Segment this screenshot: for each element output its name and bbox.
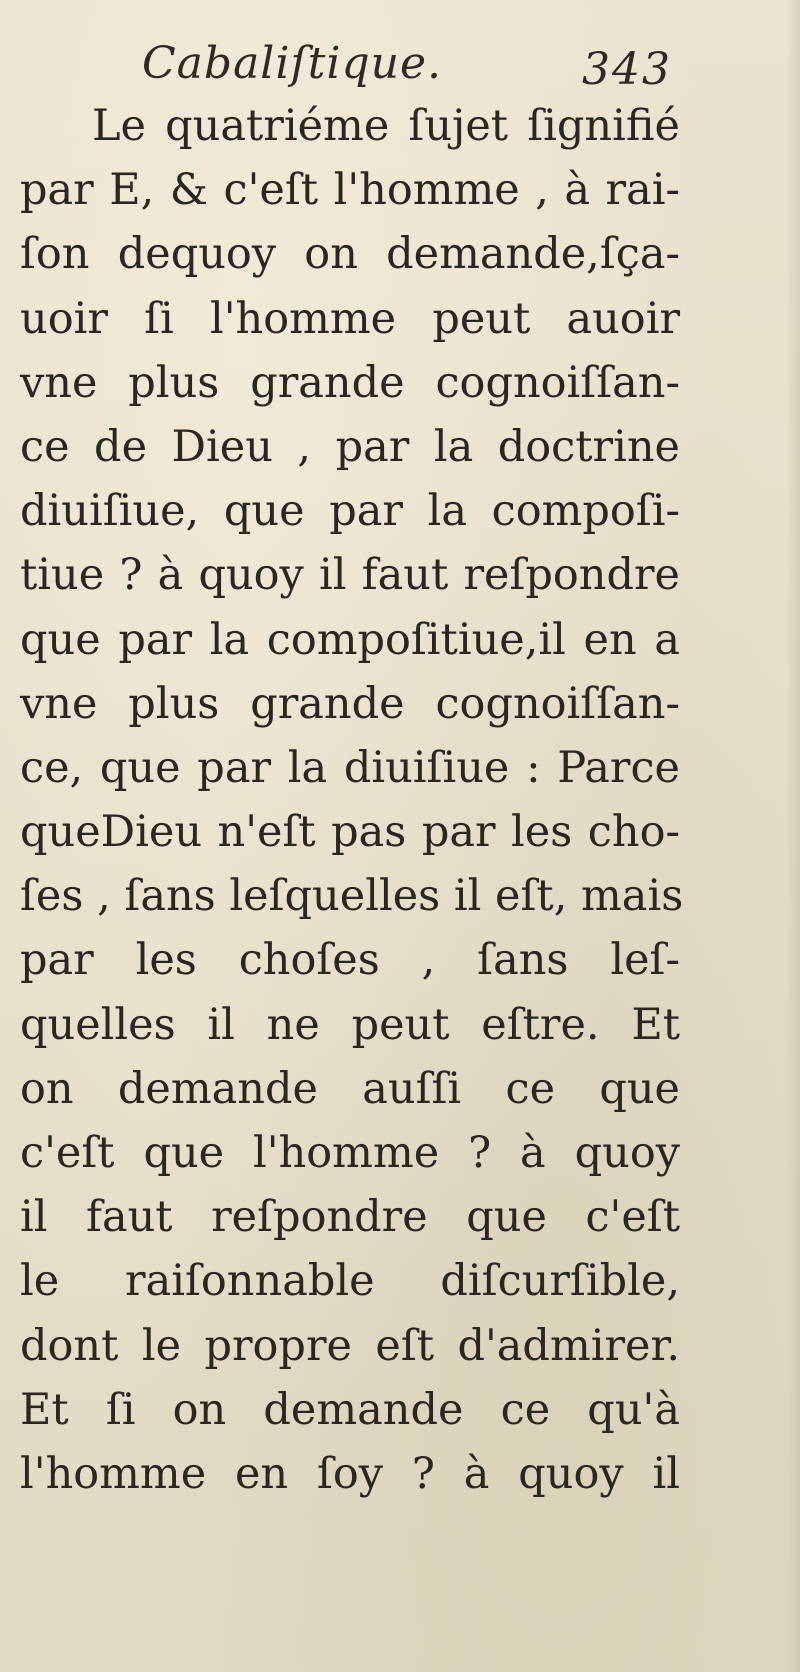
running-title: Cabaliſtique. [142,38,443,89]
text-line: ſes , ſans leſquelles il eſt, mais [20,871,684,922]
body-text [20,94,684,1506]
text-line: par E, & c'eſt l'homme , à rai- [20,165,680,216]
text-line: on demande auſſi ce que [20,1063,680,1114]
page-number: 343 [582,44,672,95]
text-line: diuiſiue, que par la compoſi- [20,486,680,537]
text-line: par les choſes , ſans leſ- [20,935,680,986]
text-line: dont le propre eſt d'admirer. [20,1320,680,1371]
text-line: vne plus grande cognoiſſan- [20,357,680,408]
text-line: quelles il ne peut eſtre. Et [20,999,680,1050]
text-line: c'eſt que l'homme ? à quoy [20,1128,680,1178]
text-line: ce, que par la diuiſiue : Parce [20,742,680,793]
text-line: le raiſonnable diſcurſible, [20,1256,680,1307]
text-line: Et ſi on demande ce qu'à [20,1384,680,1435]
text-line: il faut reſpondre que c'eſt [20,1192,680,1243]
text-line: que par la compoſitiue,il en a [20,614,680,665]
text-line: l'homme en ſoy ? à quoy il [20,1448,680,1499]
text-line: tiue ? à quoy il faut reſpondre [20,550,680,601]
text-line: ce de Dieu , par la doctrine [20,421,680,472]
text-line: ſon dequoy on demande,ſça- [20,229,680,280]
text-line: queDieu n'eſt pas par les cho- [20,807,680,858]
text-line: vne plus grande cognoiſſan- [20,678,680,729]
text-line: uoir ſi l'homme peut auoir [20,293,680,344]
text-line: Le quatriéme ſujet ſignifié [92,101,680,151]
